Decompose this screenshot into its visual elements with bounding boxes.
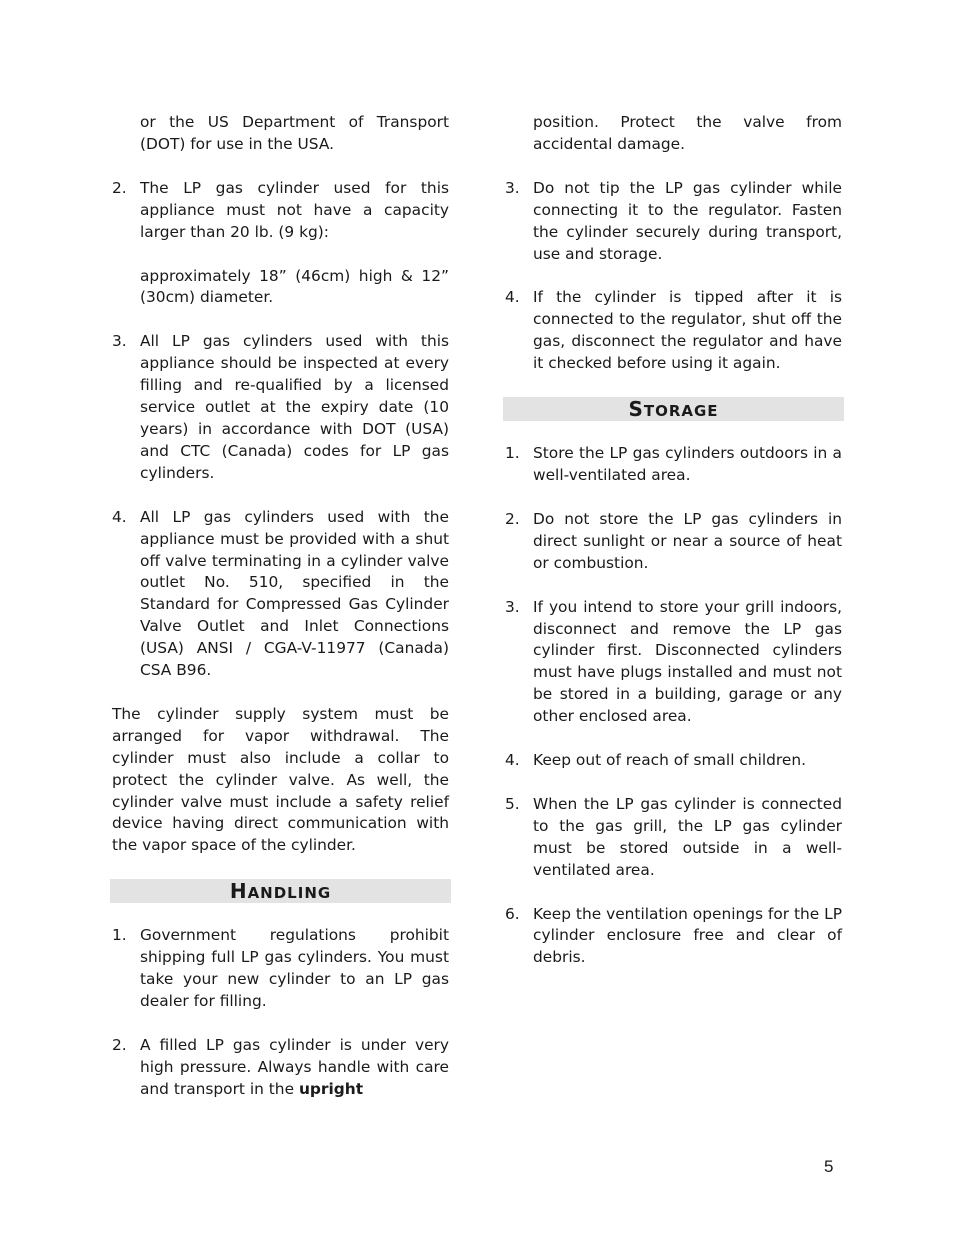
list-item-text: Do not store the LP gas cylinders in direct sunlight or near a source of heat or combustion. [533,509,842,572]
list-item-number: 1. [112,926,127,945]
list-item-number: 4. [505,288,520,307]
list-item-number: 2. [112,1035,127,1054]
list-item-text: Government regulations prohibit shipping full LP gas cylinders. You must take your new cylinder to an LP gas dealer for filling. [140,926,449,1010]
list-item-text: All LP gas cylinders used with this appliance should be inspected at every filling and re-qualified by a licensed service outlet at the expiry date (10 years) in accordance with DOT (USA) and CTC (Canada) codes for LP gas cylinders. [140,332,449,482]
list-item [112,331,449,484]
section-heading-storage: STORAGE [503,397,844,421]
list-item-number: 4. [112,507,127,526]
list-item-number: 3. [505,178,520,197]
list-item-text: A filled LP gas cylinder is under very high pressure. Always handle with care and transport in the upright [140,1035,449,1098]
list-item-number: 2. [505,509,520,528]
list-item [505,904,842,970]
section-heading-handling: HANDLING [110,879,451,903]
list-item-text: The LP gas cylinder used for this appliance must not have a capacity larger than 20 lb. (9 kg): [140,178,449,241]
cylinder-supply-paragraph: The cylinder supply system must be arranged for vapor withdrawal. The cylinder must also include a collar to protect the cylinder valve. As well, the cylinder valve must include a safety relief device having direct communication with the vapor space of the cylinder. [112,704,449,855]
list-item-text: If you intend to store your grill indoors, disconnect and remove the LP gas cylinder first. Disconnected cylinders must have plugs installed and must not be stored in a building, garage or any other enclosed area. [533,597,842,726]
list-item-text: Keep out of reach of small children. [533,751,807,770]
list-item-text: When the LP gas cylinder is connected to the gas grill, the LP gas cylinder must be stored outside in a well-ventilated area. [533,794,842,879]
list-item [505,287,842,375]
list-item-text: If the cylinder is tipped after it is connected to the regulator, shut off the gas, disconnect the regulator and have it checked before using it again. [533,288,842,373]
list-item-text: All LP gas cylinders used with the appliance must be provided with a shut off valve terminating in a cylinder valve outlet No. 510, specified in the Standard for Compressed Gas Cylinder Valve Outlet and Inlet Connections (USA) ANSI / CGA-V-11977 (Canada) CSA B96. [140,507,449,680]
list-item [505,178,842,266]
continued-item-text: position. Protect the valve from accidental damage. [533,113,842,153]
list-item-number: 2. [112,178,127,197]
list-item-number: 5. [505,794,520,813]
list-item [112,507,449,682]
list-item-number: 6. [505,904,520,923]
list-item-number: 3. [505,597,520,616]
list-item-number: 4. [505,751,520,770]
continued-item-text: or the US Department of Transport (DOT) for use in the USA. [140,113,449,153]
list-item [505,750,842,772]
list-item [505,443,842,487]
bold-word: upright [298,1079,364,1098]
right-column [505,112,842,969]
list-item-number: 1. [505,444,520,463]
list-item-number: 3. [112,332,127,351]
list-item-extra-text: approximately 18” (46cm) high & 12” (30cm) diameter. [140,266,449,307]
list-item [112,178,449,310]
list-item-text: Keep the ventilation openings for the LP cylinder enclosure free and clear of debris. [533,904,842,967]
list-item [505,794,842,882]
list-item [505,509,842,575]
list-item [112,925,449,1013]
left-column [112,112,449,1101]
list-item [505,597,842,728]
page-number: 5 [824,1157,834,1176]
list-item [112,1035,449,1101]
list-item-text: Store the LP gas cylinders outdoors in a well-ventilated area. [533,444,842,484]
list-item-text: Do not tip the LP gas cylinder while connecting it to the regulator. Fasten the cylinder securely during transport, use and storage. [533,178,842,263]
